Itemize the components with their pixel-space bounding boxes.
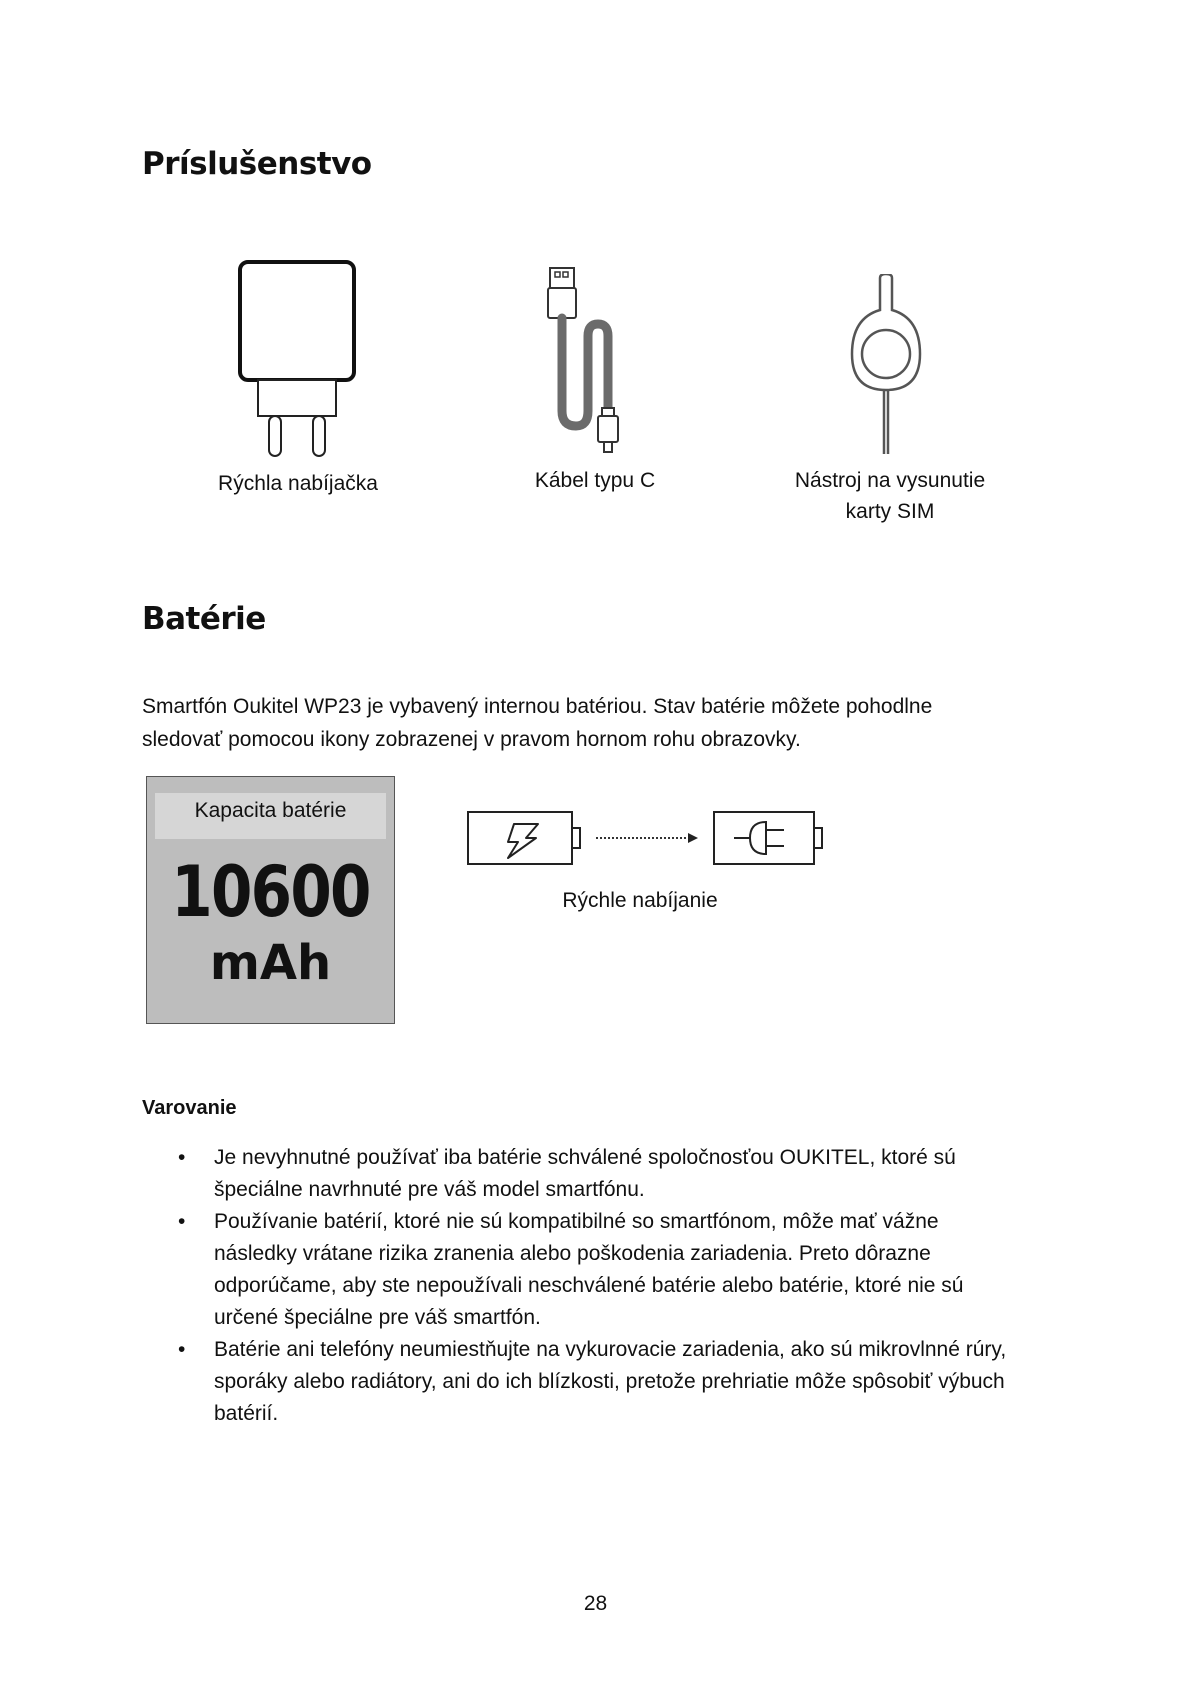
bullet-icon: • — [178, 1210, 186, 1233]
charger-icon — [236, 260, 360, 460]
battery-heading: Batérie — [142, 601, 266, 637]
capacity-label: Kapacita batérie — [155, 793, 386, 839]
sim-tool-label-line2: karty SIM — [845, 500, 935, 523]
sim-tool-label-line1: Nástroj na vysunutie — [794, 469, 986, 492]
warning-item-3-line2: sporáky alebo radiátory, ani do ich blízkosti, pretože prehriatie môže spôsobiť výbuch — [214, 1370, 1005, 1393]
capacity-unit: mAh — [209, 935, 332, 991]
battery-capacity-card — [146, 776, 395, 1024]
warning-list — [142, 1142, 1062, 1430]
battery-intro-line2: sledovať pomocou ikony zobrazenej v pravom hornom rohu obrazovky. — [142, 728, 801, 751]
bullet-icon: • — [178, 1146, 186, 1169]
warning-item — [142, 1142, 1062, 1206]
fast-charge-label: Rýchle nabíjanie — [562, 889, 718, 912]
warning-item-3-line1: Batérie ani telefóny neumiestňujte na vykurovacie zariadenia, ako sú mikrovlnné rúry, — [214, 1338, 1007, 1361]
warning-item-1-line1: Je nevyhnutné používať iba batérie schválené spoločnosťou OUKITEL, ktoré sú — [214, 1146, 956, 1169]
warning-item — [142, 1206, 1062, 1334]
fast-charging-icon — [466, 808, 828, 868]
cable-label: Kábel typu C — [534, 469, 656, 492]
warning-item-1-line2: špeciálne navrhnuté pre váš model smartfónu. — [214, 1178, 645, 1201]
page-number: 28 — [583, 1592, 608, 1615]
warning-item-2-line3: odporúčame, aby ste nepoužívali neschválené batérie alebo batérie, ktoré nie sú — [214, 1274, 964, 1297]
warning-item-2-line1: Používanie batérií, ktoré nie sú kompatibilné so smartfónom, môže mať vážne — [214, 1210, 939, 1233]
warning-item-2-line4: určené špeciálne pre váš smartfón. — [214, 1306, 541, 1329]
usb-c-cable-icon — [544, 266, 624, 456]
bullet-icon: • — [178, 1338, 186, 1361]
sim-eject-tool-icon — [846, 274, 926, 458]
sim-tool-label — [770, 465, 1010, 527]
warning-title: Varovanie — [142, 1097, 237, 1119]
accessories-heading: Príslušenstvo — [142, 146, 372, 182]
battery-intro — [142, 690, 1062, 756]
warning-item-3-line3: batérií. — [214, 1402, 279, 1425]
capacity-value: 10600 — [171, 851, 370, 933]
charger-label: Rýchla nabíjačka — [218, 472, 378, 495]
warning-item-2-line2: následky vrátane rizika zranenia alebo poškodenia zariadenia. Preto dôrazne — [214, 1242, 931, 1265]
warning-item — [142, 1334, 1062, 1430]
battery-intro-line1: Smartfón Oukitel WP23 je vybavený internou batériou. Stav batérie môžete pohodlne — [142, 695, 933, 718]
